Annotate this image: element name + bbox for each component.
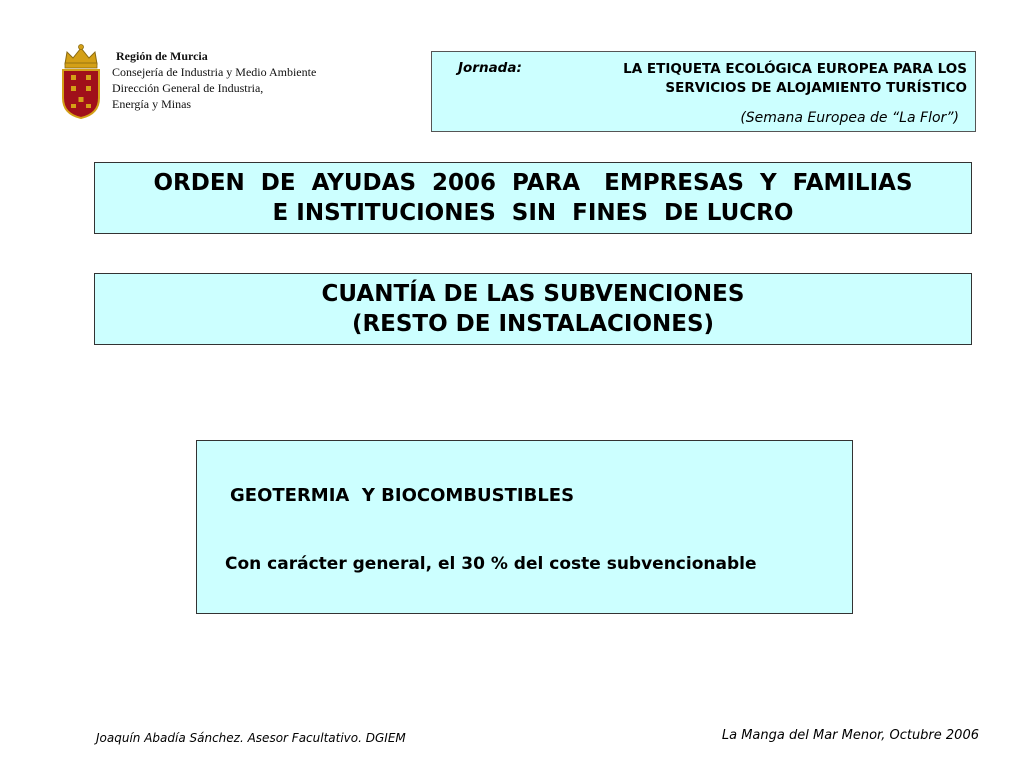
footer-location-date: La Manga del Mar Menor, Octubre 2006 (721, 728, 979, 743)
organization-line-2: Dirección General de Industria, (112, 81, 264, 95)
order-title-line-2: E INSTITUCIONES SIN FINES DE LUCRO (272, 200, 794, 226)
jornada-title-line-2: SERVICIOS DE ALOJAMIENTO TURÍSTICO (665, 80, 967, 96)
subsidy-amount-line-1: CUANTÍA DE LAS SUBVENCIONES (321, 281, 745, 307)
organization-line-3: Energía y Minas (112, 97, 192, 111)
organization-line-1: Consejería de Industria y Medio Ambiente (112, 65, 317, 79)
jornada-box (431, 51, 976, 132)
jornada-title-line-1: LA ETIQUETA ECOLÓGICA EUROPEA PARA LOS (623, 61, 967, 77)
organization-title: Región de Murcia (116, 49, 208, 63)
coat-of-arms-icon (59, 42, 103, 120)
content-box (196, 440, 853, 614)
jornada-title (623, 60, 967, 98)
order-title-line-1: ORDEN DE AYUDAS 2006 PARA EMPRESAS Y FAMILIAS (153, 170, 913, 196)
subsidy-amount-box (94, 273, 972, 345)
order-title-box (94, 162, 972, 234)
footer-author: Joaquín Abadía Sánchez. Asesor Facultativo. DGIEM (96, 731, 406, 745)
organization-block (112, 48, 316, 112)
content-heading: GEOTERMIA Y BIOCOMBUSTIBLES (230, 485, 575, 506)
subsidy-amount-line-2: (RESTO DE INSTALACIONES) (351, 311, 715, 337)
content-text: Con carácter general, el 30 % del coste subvencionable (225, 554, 757, 574)
jornada-subtitle: (Semana Europea de “La Flor”) (740, 110, 959, 126)
jornada-label: Jornada: (458, 60, 522, 76)
